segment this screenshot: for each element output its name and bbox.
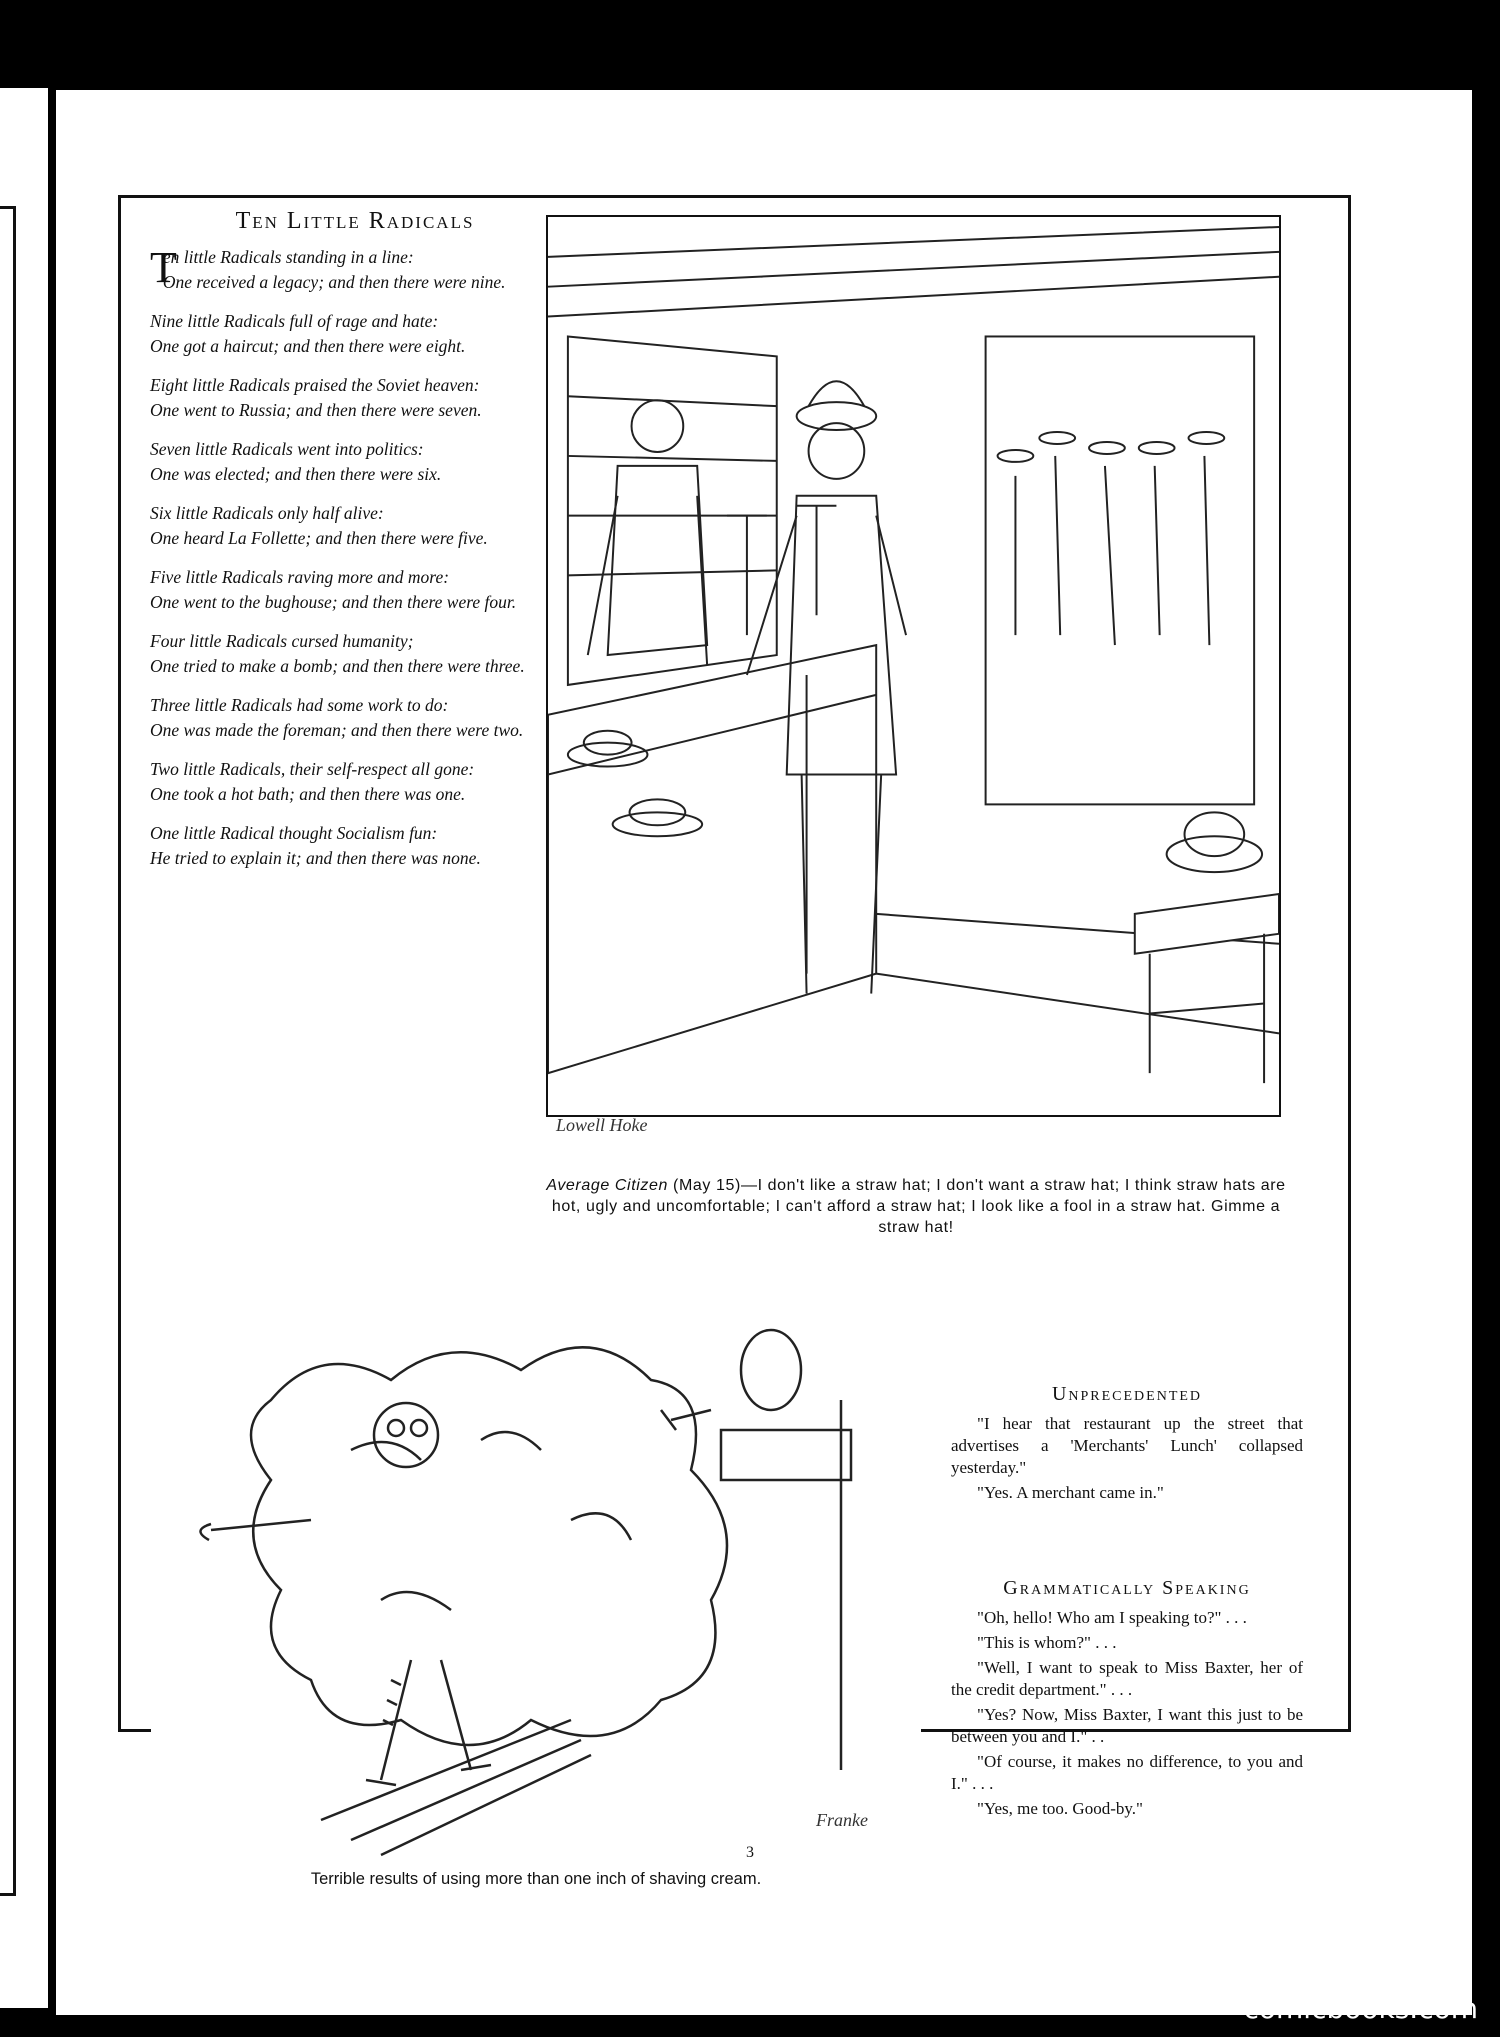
poem-line: Five little Radicals raving more and more: — [150, 567, 450, 587]
poem-stanza-3 — [150, 373, 560, 423]
joke-grammatically-speaking — [951, 1577, 1303, 1823]
cartoon-hat-shop-illustration — [546, 215, 1281, 1117]
poem-line: Two little Radicals, their self-respect all gone: — [150, 759, 475, 779]
joke-title: Unprecedented — [1051, 1383, 1203, 1405]
poem-line: One went to Russia; and then there were seven. — [150, 400, 482, 420]
hat-shop-drawing — [548, 217, 1279, 1115]
poem-stanza-5 — [150, 501, 560, 551]
poem-line: en little Radicals standing in a line: — [162, 247, 414, 267]
joke-unprecedented — [951, 1383, 1303, 1507]
poem-line: Three little Radicals had some work to do: — [150, 695, 449, 715]
poem-line: Eight little Radicals praised the Soviet heaven: — [150, 375, 480, 395]
poem-stanza-7 — [150, 629, 560, 679]
poem-ten-little-radicals — [150, 208, 560, 885]
page-number: 3 — [746, 1844, 754, 1861]
poem-line: One heard La Follette; and then there were five. — [150, 528, 488, 548]
cartoon-shaving-cream-illustration — [151, 1300, 921, 1858]
poem-line: One tried to make a bomb; and then there were three. — [150, 656, 525, 676]
poem-stanza-1 — [150, 245, 560, 295]
poem-stanza-6 — [150, 565, 560, 615]
watermark: comicbooks.com — [1243, 1992, 1478, 2025]
poem-stanza-9 — [150, 757, 560, 807]
poem-dropcap: T — [150, 243, 177, 292]
joke-title: Grammatically Speaking — [1003, 1577, 1251, 1599]
poem-line: Four little Radicals cursed humanity; — [150, 631, 414, 651]
joke-paragraph: "This is whom?" . . . — [977, 1633, 1117, 1652]
previous-page-rule — [0, 206, 16, 1896]
caption-speaker: Average Citizen — [546, 1177, 668, 1194]
joke-paragraph: "Of course, it makes no difference, to you and I." . . . — [951, 1752, 1303, 1793]
magazine-page — [56, 90, 1472, 2015]
cartoon-bottom-caption: Terrible results of using more than one inch of shaving cream. — [310, 1870, 762, 1888]
cartoon-top-signature: Lowell Hoke — [556, 1115, 648, 1135]
joke-paragraph: "Yes. A merchant came in." — [977, 1483, 1164, 1502]
previous-page-edge — [0, 88, 48, 2008]
poem-line: One was elected; and then there were six. — [150, 464, 442, 484]
joke-paragraph: "Well, I want to speak to Miss Baxter, her of the credit department." . . . — [951, 1658, 1303, 1699]
poem-line: One was made the foreman; and then there were two. — [150, 720, 524, 740]
poem-line: One received a legacy; and then there were nine. — [162, 272, 506, 292]
joke-paragraph: "Oh, hello! Who am I speaking to?" . . . — [977, 1608, 1247, 1627]
cartoon-bottom-signature: Franke — [816, 1810, 868, 1830]
joke-paragraph: "Yes, me too. Good-by." — [977, 1799, 1143, 1818]
poem-line: Nine little Radicals full of rage and hate: — [150, 311, 439, 331]
shaving-cream-drawing — [151, 1300, 921, 1858]
joke-paragraph: "I hear that restaurant up the street that advertises a 'Merchants' Lunch' collapsed yesterday." — [951, 1414, 1303, 1477]
poem-line: He tried to explain it; and then there was none. — [150, 848, 481, 868]
caption-text: (May 15)—I don't like a straw hat; I don't want a straw hat; I think straw hats are hot, ugly and uncomfortable; I can't afford a straw hat; I look like a fool in a straw hat. Gimme a straw hat! — [551, 1177, 1286, 1236]
poem-line: One got a haircut; and then there were eight. — [150, 336, 466, 356]
poem-stanza-8 — [150, 693, 560, 743]
poem-line: One went to the bughouse; and then there were four. — [150, 592, 517, 612]
poem-line: Six little Radicals only half alive: — [150, 503, 384, 523]
poem-stanza-2 — [150, 309, 560, 359]
poem-line: One took a hot bath; and then there was one. — [150, 784, 466, 804]
joke-paragraph: "Yes? Now, Miss Baxter, I want this just to be between you and I." . . — [951, 1705, 1303, 1746]
poem-stanza-10 — [150, 821, 560, 871]
poem-line: One little Radical thought Socialism fun: — [150, 823, 438, 843]
poem-stanza-4 — [150, 437, 560, 487]
poem-line: Seven little Radicals went into politics: — [150, 439, 424, 459]
poem-title: Ten Little Radicals — [235, 208, 475, 234]
cartoon-top-caption — [536, 1175, 1296, 1238]
